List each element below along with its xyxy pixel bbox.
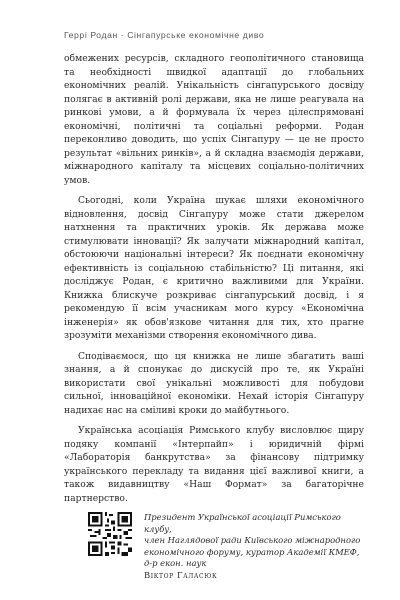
signature-text [144,512,368,581]
signature-line: д-р екон. наук [144,558,207,568]
author-name: Віктор Галасюк [144,569,218,580]
paragraph-3: Сподіваємося, що ця книжка не лише збагатить ваші знання, а й спонукає до дискусій про те, як Україні використати свої унікальні можливості для побудови сильної, інноваційної економіки. Нехай історія Сінгапуру надихає нас на сміливі кроки до майбутнього. [64,350,364,416]
paragraph-4: Українська асоціація Римського клубу висловлює щиру подяку компанії «Інтерпайп» і юридичній фірмі «Лабораторія банкрутства» за фінансову підтримку українського перекладу та видання цієї важливої книги, а також видавництву «Наш Формат» за багаторічне партнерство. [64,425,364,504]
signature-line: член Наглядової ради Київського міжнародного [144,535,361,545]
body-text [64,52,364,505]
paragraph-1: обмежених ресурсів, складного геополітичного становища та необхідності швидкої адаптації до глобальних економічних реалій. Унікальність сінгапурського досвіду полягає в активній ролі держави, яка не лише реагувала на ринкові умови, а й формувала їх через цілеспрямовані економічні, політичні та соціальні реформи. Родан переконливо доводить, що успіх Сінгапуру — це не просто результат «вільних ринків», а й складна взаємодія держави, міжнародного капіталу та місцевих соціально-політичних умов. [64,53,364,186]
qr-code-icon [88,512,132,556]
signature-line: економічного форуму, куратор Академії КМЕФ, [144,546,360,557]
signature-line: Президент Української асоціації Римського клубу, [144,512,341,534]
paragraph-2: Сьогодні, коли Україна шукає шляхи економічного відновлення, досвід Сінгапуру може стати джерелом натхнення та практичних уроків. Як держава може стимулювати інновації? Як залучати міжнародний капітал, обстоюючи національні інтереси? Як поєднати економічну ефективність із соціальною стабільністю? Ці питання, які досліджує Родан, є критично важливими для України. Книжка блискуче розкриває сінгапурський досвід, і я рекомендую її всім учасникам мого курсу «Економічна інженерія» як обов'язкове читання для тих, хто прагне зрозуміти механізми створення економічного дива. [64,195,364,341]
signature-block [88,512,368,581]
running-head: Геррі Родан · Сінгапурське економічне диво [64,30,265,40]
